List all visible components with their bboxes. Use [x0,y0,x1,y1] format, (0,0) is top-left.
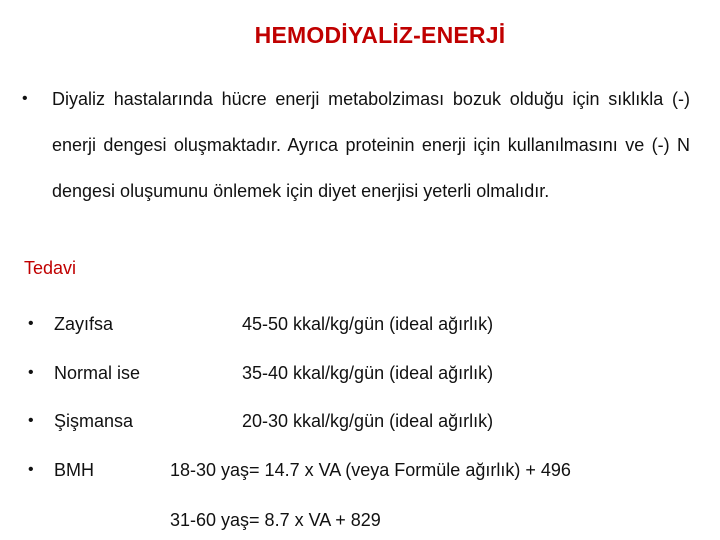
item-value: 20-30 kkal/kg/gün (ideal ağırlık) [242,411,494,431]
item-value: 45-50 kkal/kg/gün (ideal ağırlık) [242,314,494,334]
item-value: 35-40 kkal/kg/gün (ideal ağırlık) [242,363,494,383]
bullet-icon: • [28,364,34,381]
bullet-icon: • [22,90,28,107]
item-label: Zayıfsa [54,314,114,334]
intro-text: Diyaliz hastalarında hücre enerji metabolziması bozuk olduğu için sıklıkla (-) enerji dengesi oluşmaktadır. Ayrıca proteinin enerji için kullanılmasını ve (-) N dengesi oluşumunu önlemek için diyet enerjisi yeterli olmalıdır. [52,89,690,201]
item-label: Şişmansa [54,411,134,431]
bullet-icon: • [28,315,34,332]
item-value: 18-30 yaş= 14.7 x VA (veya Formüle ağırlık) + 496 [170,460,571,480]
intro-paragraph [22,76,690,214]
bullet-icon: • [28,461,34,478]
section-heading-tedavi: Tedavi [24,258,77,278]
page-title: HEMODİYALİZ-ENERJİ [254,22,506,48]
bmh-formula-31-60: 31-60 yaş= 8.7 x VA + 829 [170,510,381,530]
item-label: BMH [54,460,94,480]
item-label: Normal ise [54,363,141,383]
bullet-icon: • [28,412,34,429]
